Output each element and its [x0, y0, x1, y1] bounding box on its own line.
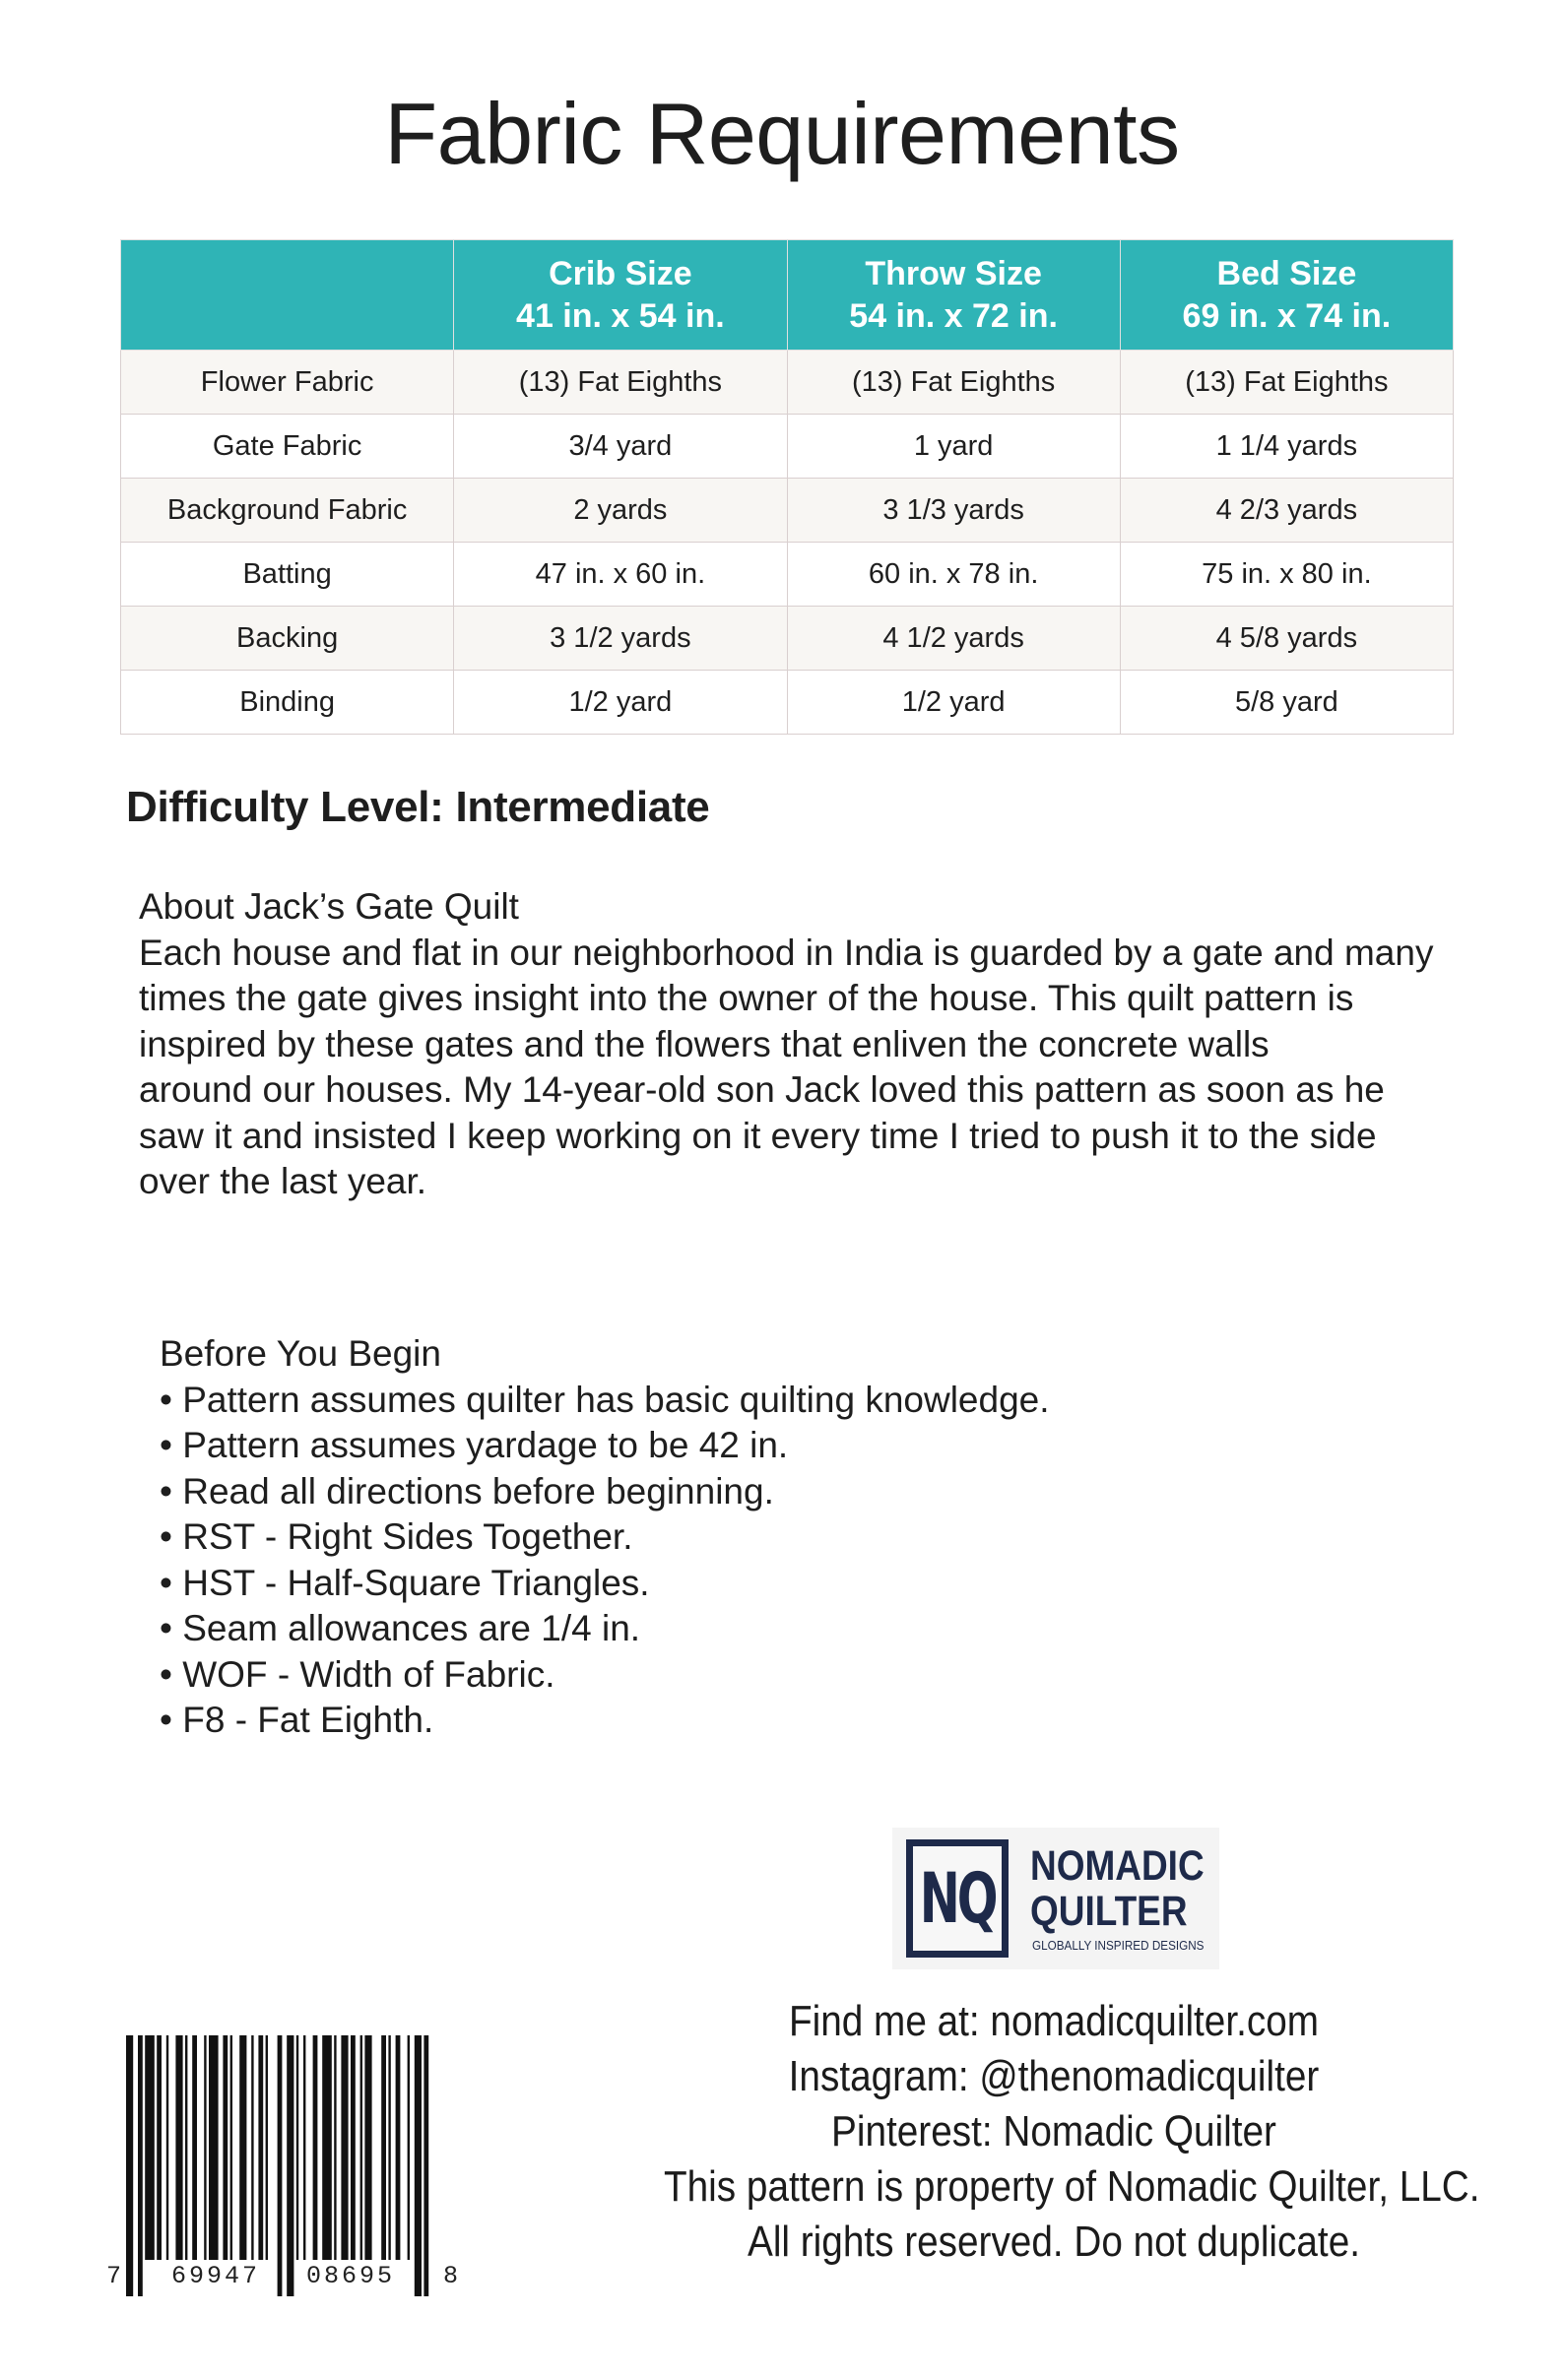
barcode-bar — [185, 2035, 187, 2260]
header-cell-crib — [454, 240, 787, 351]
barcode-bar — [126, 2035, 133, 2296]
barcode-bar — [239, 2035, 246, 2260]
barcode-digit-group: 08695 — [306, 2262, 396, 2290]
barcode-bar — [192, 2035, 197, 2260]
table-cell: 1/2 yard — [454, 671, 787, 735]
contact-line: Instagram: @thenomadicquilter — [788, 2052, 1320, 2100]
barcode-bar — [166, 2035, 168, 2260]
table-cell: 60 in. x 78 in. — [787, 543, 1120, 607]
barcode-digit-group: 7 — [106, 2262, 122, 2290]
table-cell: 5/8 yard — [1120, 671, 1453, 735]
barcode-bar — [145, 2035, 155, 2260]
barcode-bar — [278, 2035, 283, 2296]
table-cell: (13) Fat Eighths — [1120, 351, 1453, 415]
table-cell: 4 2/3 yards — [1120, 479, 1453, 543]
barcode-icon — [126, 2035, 451, 2296]
barcode-bar — [223, 2035, 228, 2260]
table-cell: 3 1/3 yards — [787, 479, 1120, 543]
table-row — [121, 543, 1454, 607]
barcode-digit-group: 8 — [443, 2262, 459, 2290]
table-cell: 3 1/2 yards — [454, 607, 787, 671]
logo-mark — [906, 1839, 1009, 1958]
contact-line: Pinterest: Nomadic Quilter — [831, 2107, 1276, 2155]
table-cell: 75 in. x 80 in. — [1120, 543, 1453, 607]
barcode-bar — [266, 2035, 268, 2260]
table-cell: 1 1/4 yards — [1120, 415, 1453, 479]
barcode-bar — [381, 2035, 386, 2260]
about-section — [139, 884, 1537, 1205]
contact-line: All rights reserved. Do not duplicate. — [748, 2218, 1360, 2266]
row-label-cell: Batting — [121, 543, 454, 607]
table-cell: 47 in. x 60 in. — [454, 543, 787, 607]
about-paragraph-line: Each house and flat in our neighborhood in India is guarded by a gate and many — [139, 932, 1434, 973]
logo-wordmark-line1: NOMADIC — [1030, 1842, 1205, 1890]
table-header-row — [121, 240, 1454, 351]
list-item: • Pattern assumes yardage to be 42 in. — [160, 1425, 789, 1465]
barcode-bar — [251, 2035, 253, 2260]
contact-info — [611, 1994, 1497, 2270]
barcode-bar — [209, 2035, 219, 2260]
header-cell-throw — [787, 240, 1120, 351]
header-size-name: Throw Size — [865, 254, 1042, 292]
barcode-bar — [396, 2035, 401, 2260]
table-cell: 4 5/8 yards — [1120, 607, 1453, 671]
about-paragraph-line: saw it and insisted I keep working on it every time I tried to push it to the side — [139, 1115, 1377, 1156]
row-label-cell: Backing — [121, 607, 454, 671]
table-cell: 1 yard — [787, 415, 1120, 479]
contact-line: This pattern is property of Nomadic Quilter, LLC. — [664, 2162, 1480, 2211]
row-label-cell: Binding — [121, 671, 454, 735]
barcode-bar — [341, 2035, 348, 2260]
list-item: • RST - Right Sides Together. — [160, 1516, 633, 1557]
fabric-requirements-table — [120, 239, 1454, 735]
page-title: Fabric Requirements — [384, 85, 1180, 182]
barcode-bar — [364, 2035, 371, 2260]
about-heading: About Jack’s Gate Quilt — [139, 886, 519, 927]
list-item: • Seam allowances are 1/4 in. — [160, 1608, 641, 1648]
barcode-bar — [424, 2035, 428, 2296]
list-item: • Read all directions before beginning. — [160, 1470, 774, 1512]
header-size-dims: 41 in. x 54 in. — [516, 296, 725, 335]
barcode-bar — [322, 2035, 332, 2260]
barcode-bar — [287, 2035, 293, 2296]
barcode-bar — [204, 2035, 206, 2260]
barcode-bar — [313, 2035, 318, 2260]
header-size-dims: 54 in. x 72 in. — [849, 296, 1058, 335]
table-row — [121, 671, 1454, 735]
barcode-bar — [351, 2035, 356, 2260]
barcode-bar — [157, 2035, 162, 2260]
row-label-cell: Flower Fabric — [121, 351, 454, 415]
barcode-bar — [258, 2035, 263, 2260]
table-cell: 2 yards — [454, 479, 787, 543]
header-cell-empty — [121, 240, 454, 351]
header-size-name: Crib Size — [549, 254, 692, 292]
list-item: • Pattern assumes quilter has basic quilting knowledge. — [160, 1379, 1050, 1420]
barcode-bar — [138, 2035, 143, 2296]
before-heading: Before You Begin — [160, 1333, 441, 1374]
table-row — [121, 479, 1454, 543]
header-size-dims: 69 in. x 74 in. — [1182, 296, 1392, 335]
about-paragraph-line: around our houses. My 14-year-old son Jack loved this pattern as soon as he — [139, 1069, 1385, 1110]
table-cell: 3/4 yard — [454, 415, 787, 479]
contact-line: Find me at: nomadicquilter.com — [788, 1997, 1320, 2045]
barcode-bar — [175, 2035, 182, 2260]
header-size-name: Bed Size — [1216, 254, 1357, 292]
about-paragraph-line: over the last year. — [139, 1161, 427, 1201]
table-row — [121, 607, 1454, 671]
list-item: • F8 - Fat Eighth. — [160, 1700, 434, 1740]
about-paragraph-line: times the gate gives insight into the owner of the house. This quilt pattern is — [139, 978, 1354, 1018]
logo-wordmark-line2: QUILTER — [1030, 1888, 1188, 1935]
before-you-begin-section — [160, 1331, 1341, 1744]
barcode-bar — [303, 2035, 305, 2260]
table-cell: (13) Fat Eighths — [787, 351, 1120, 415]
list-item: • WOF - Width of Fabric. — [160, 1653, 555, 1695]
barcode-bar — [388, 2035, 390, 2260]
nomadic-quilter-logo — [892, 1828, 1219, 1969]
table-cell: 4 1/2 yards — [787, 607, 1120, 671]
logo-tagline: GLOBALLY INSPIRED DESIGNS — [1032, 1938, 1205, 1953]
table-cell: 1/2 yard — [787, 671, 1120, 735]
table-row — [121, 415, 1454, 479]
barcode-bar — [415, 2035, 422, 2296]
barcode-number — [104, 2262, 469, 2301]
row-label-cell: Gate Fabric — [121, 415, 454, 479]
barcode-bar — [334, 2035, 336, 2260]
about-paragraph-line: inspired by these gates and the flowers that enliven the concrete walls — [139, 1023, 1270, 1064]
barcode-bar — [408, 2035, 410, 2260]
barcode-digit-group: 69947 — [171, 2262, 261, 2290]
header-cell-bed — [1120, 240, 1453, 351]
barcode-bar — [296, 2035, 298, 2260]
logo-mark-text: NQ — [919, 1858, 996, 1939]
table-cell: (13) Fat Eighths — [454, 351, 787, 415]
barcode-bar — [230, 2035, 232, 2260]
difficulty-level: Difficulty Level: Intermediate — [126, 783, 710, 831]
list-item: • HST - Half-Square Triangles. — [160, 1562, 650, 1603]
barcode-bar — [360, 2035, 362, 2260]
row-label-cell: Background Fabric — [121, 479, 454, 543]
table-row — [121, 351, 1454, 415]
